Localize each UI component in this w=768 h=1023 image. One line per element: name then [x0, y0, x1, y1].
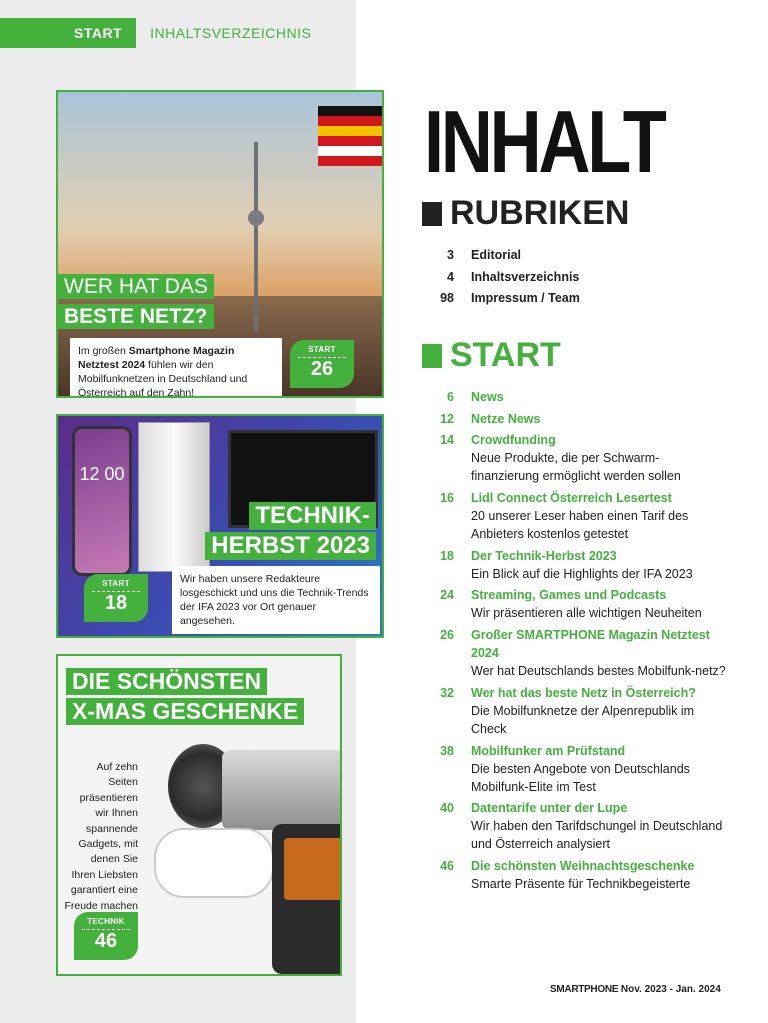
start-heading: START — [422, 336, 561, 375]
toc-text — [471, 799, 726, 853]
toc-entry[interactable] — [426, 626, 726, 680]
toc-entry[interactable] — [426, 388, 726, 406]
teaser-description: Auf zehn Seiten präsentieren wir Ihnen spannende Gadgets, mit denen Sie Ihren Liebsten garantiert eine Freude machen — [64, 761, 138, 912]
tv-tower-ball — [248, 210, 264, 226]
toc-entry[interactable] — [426, 547, 726, 583]
teaser-headline-1: WER HAT DAS — [58, 274, 214, 299]
toc-text — [471, 547, 726, 583]
teaser-headline-2: HERBST 2023 — [205, 532, 376, 560]
page-title: INHALT — [424, 92, 664, 191]
toc-entry[interactable] — [426, 684, 726, 738]
toc-entry[interactable] — [426, 431, 726, 485]
smartphone-image: 12 00 — [72, 426, 132, 576]
toc-text — [471, 626, 726, 680]
toc-text — [471, 410, 726, 428]
toc-subtitle: Wer hat Deutschlands bestes Mobilfunk-netz? — [471, 664, 726, 679]
footer: SMARTPHONE Nov. 2023 - Jan. 2024 — [550, 984, 721, 995]
teaser-description: Im großen Smartphone Magazin Netztest 2024 fühlen wir den Mobilfunknetzen in Deutschland und Österreich auf den Zahn! — [70, 338, 282, 398]
square-icon — [422, 344, 442, 368]
toc-entry[interactable] — [426, 268, 726, 286]
toc-page-number: 26 — [440, 628, 454, 643]
rubriken-list — [426, 246, 726, 311]
start-list — [426, 388, 726, 897]
teaser-headline-1: DIE SCHÖNSTEN — [66, 668, 267, 695]
toc-text — [471, 431, 726, 485]
toc-text — [471, 586, 726, 622]
toc-subtitle: Ein Blick auf die Highlights der IFA 2023 — [471, 566, 693, 581]
toc-title: Datentarife unter der Lupe — [471, 801, 628, 816]
toc-page-number: 32 — [440, 685, 454, 700]
teaser-description: Wir haben unsere Redakteure losgeschickt und uns die Technik-Trends der IFA 2023 vor Ort genauer angesehen. — [172, 566, 380, 634]
toc-title: Streaming, Games und Podcasts — [471, 588, 667, 603]
toc-page-number: 4 — [447, 269, 454, 284]
toc-text — [471, 742, 726, 796]
toc-title: Netze News — [471, 411, 541, 426]
vr-headset-image — [154, 828, 274, 898]
toc-title: News — [471, 390, 504, 404]
toc-title: Crowdfunding — [471, 433, 556, 448]
page-badge[interactable]: START 26 — [290, 340, 354, 388]
toc-page-number: 40 — [440, 801, 454, 816]
page-badge[interactable]: START 18 — [84, 574, 148, 622]
section-label-start[interactable]: START — [0, 18, 136, 48]
toc-subtitle: Wir haben den Tarifdschungel in Deutschland und Österreich analysiert — [471, 819, 723, 852]
toc-subtitle: Die Mobilfunknetze der Alpenrepublik im Check — [471, 703, 695, 736]
toc-title: Inhaltsverzeichnis — [471, 269, 580, 284]
teaser-card-technik-herbst[interactable] — [56, 414, 384, 638]
toc-text — [471, 684, 726, 738]
toc-page-number: 14 — [440, 433, 454, 448]
toc-title: Editorial — [471, 248, 522, 262]
square-icon — [422, 202, 442, 226]
toc-text — [471, 489, 726, 543]
flags-icon — [318, 106, 384, 166]
toc-entry[interactable] — [426, 799, 726, 853]
toc-title: Mobilfunker am Prüfstand — [471, 743, 626, 758]
toc-title: Der Technik-Herbst 2023 — [471, 548, 617, 563]
toc-entry[interactable] — [426, 489, 726, 543]
toc-text — [471, 268, 726, 286]
toc-title: Impressum / Team — [471, 291, 580, 306]
pixel-speaker-image — [272, 824, 342, 974]
fridge-image — [138, 422, 210, 572]
toc-entry[interactable] — [426, 289, 726, 307]
toc-entry[interactable] — [426, 857, 726, 893]
toc-page-number: 12 — [440, 411, 454, 426]
teaser-headline-2: X-MAS GESCHENKE — [66, 698, 304, 725]
toc-page-number: 16 — [440, 491, 454, 506]
teaser-headline-1: TECHNIK- — [249, 502, 376, 530]
toc-page-number: 46 — [440, 858, 454, 873]
tv-tower-image — [254, 142, 258, 332]
uv-sanitizer-image — [222, 750, 342, 830]
toc-entry[interactable] — [426, 586, 726, 622]
toc-page-number: 6 — [447, 390, 454, 404]
toc-page-number: 98 — [440, 291, 454, 306]
toc-text — [471, 857, 726, 893]
teaser-card-xmas[interactable] — [56, 654, 342, 976]
section-label-toc: INHALTSVERZEICHNIS — [150, 25, 312, 41]
rubriken-heading: RUBRIKEN — [422, 194, 629, 233]
toc-text — [471, 388, 726, 406]
toc-entry[interactable] — [426, 742, 726, 796]
teaser-card-netztest[interactable] — [56, 90, 384, 398]
page-badge[interactable]: TECHNIK 46 — [74, 912, 138, 960]
toc-page-number: 3 — [447, 248, 454, 262]
teaser-headline-2: BESTE NETZ? — [58, 304, 214, 329]
toc-title: Die schönsten Weihnachtsgeschenke — [471, 858, 695, 873]
toc-page-number: 18 — [440, 548, 454, 563]
toc-subtitle: Smarte Präsente für Technikbegeisterte — [471, 876, 691, 891]
toc-subtitle: Die besten Angebote von Deutschlands Mobilfunk-Elite im Test — [471, 761, 690, 794]
toc-subtitle: Wir präsentieren alle wichtigen Neuheiten — [471, 606, 702, 621]
toc-title: Wer hat das beste Netz in Österreich? — [471, 685, 696, 700]
toc-title: Großer SMARTPHONE Magazin Netztest 2024 — [471, 628, 710, 661]
toc-subtitle: Neue Produkte, die per Schwarm-finanzierung ermöglicht werden sollen — [471, 451, 681, 484]
toc-page-number: 38 — [440, 743, 454, 758]
toc-subtitle: 20 unserer Leser haben einen Tarif des Anbieters kostenlos getestet — [471, 509, 689, 542]
toc-text — [471, 289, 726, 307]
section-header — [0, 18, 311, 48]
toc-entry[interactable] — [426, 246, 726, 264]
toc-page-number: 24 — [440, 588, 454, 603]
toc-title: Lidl Connect Österreich Lesertest — [471, 491, 672, 506]
toc-entry[interactable] — [426, 410, 726, 428]
toc-text — [471, 246, 726, 264]
